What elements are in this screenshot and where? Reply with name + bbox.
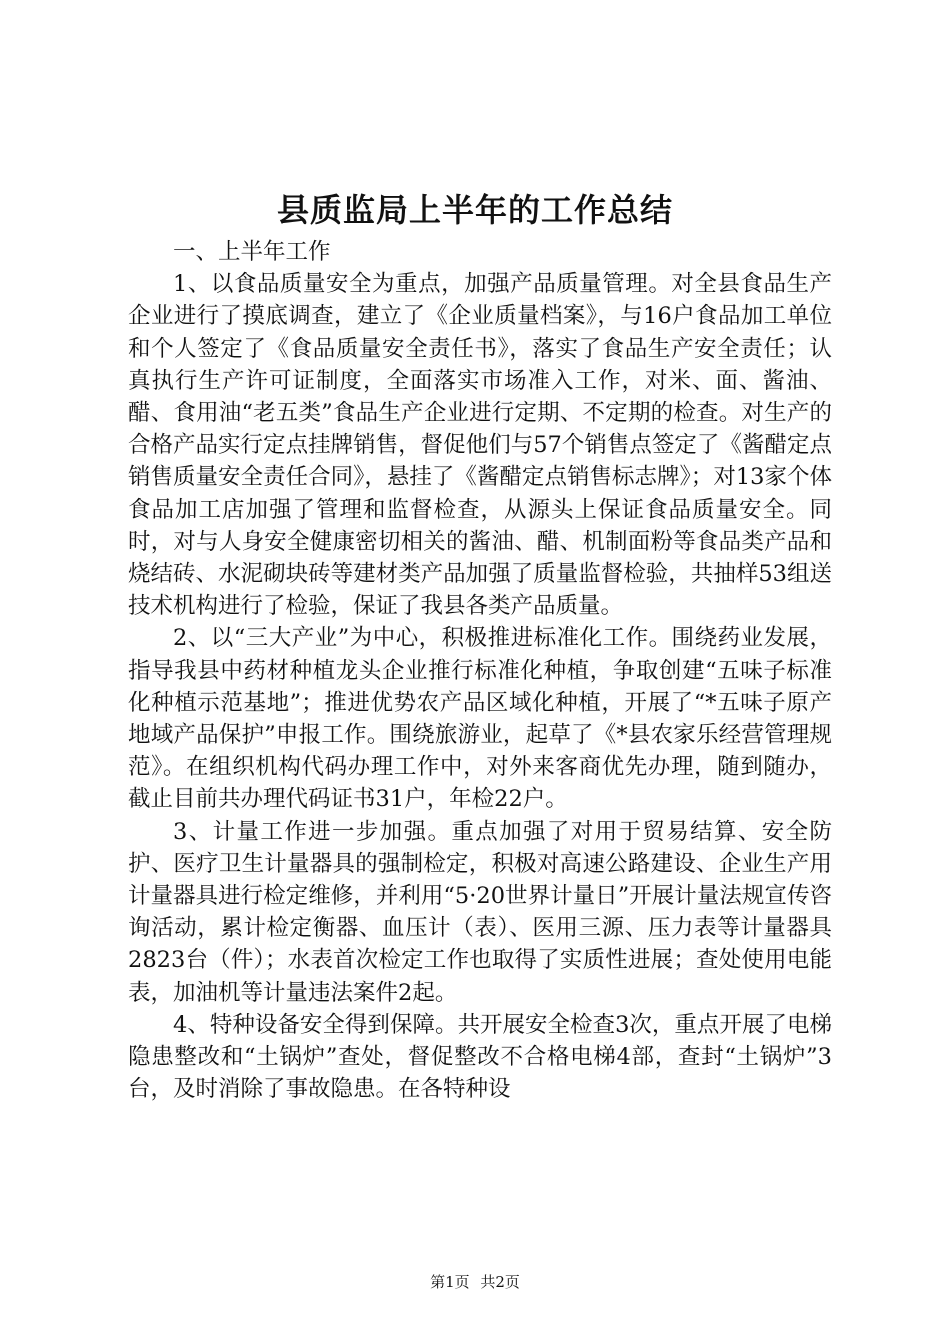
document-title: 县质监局上半年的工作总结 bbox=[276, 191, 673, 229]
paragraph-food-quality: 1、以食品质量安全为重点，加强产品质量管理。对全县食品生产企业进行了摸底调查，建立了《企业质量档案》，与16户食品加工单位和个人签定了《食品质量安全责任书》，落实了食品生产安全责任；认真执行生产许可证制度，全面落实市场准入工作，对米、面、酱油、醋、食用油“老五类”食品生产企业进行定期、不定期的检查。对生产的合格产品实行定点挂牌销售，督促他们与57个销售点签定了《酱醋定点销售质量安全责任合同》，悬挂了《酱醋定点销售标志牌》；对13家个体食品加工店加强了管理和监督检查，从源头上保证食品质量安全。同时，对与人身安全健康密切相关的酱油、醋、机制面粉等食品类产品和烧结砖、水泥砌块砖等建材类产品加强了质量监督检验，共抽样53组送技术机构进行了检验，保证了我县各类产品质量。 bbox=[128, 271, 832, 620]
paragraph-standardization: 2、以“三大产业”为中心，积极推进标准化工作。围绕药业发展，指导我县中药材种植龙头企业推行标准化种植，争取创建“五味子标准化种植示范基地”；推进优势农产品区域化种植，开展了“*五味子原产地域产品保护”申报工作。围绕旅游业，起草了《*县农家乐经营管理规范》。在组织机构代码办理工作中，对外来客商优先办理，随到随办，截止目前共办理代码证书31户，年检22户。 bbox=[128, 625, 832, 813]
document-body bbox=[128, 236, 832, 1105]
page-total: 共2页 bbox=[480, 1273, 520, 1291]
section-heading: 一、上半年工作 bbox=[173, 239, 331, 265]
page-number: 第1页 bbox=[430, 1273, 470, 1291]
page-footer bbox=[0, 1272, 950, 1292]
paragraph-metrology: 3、计量工作进一步加强。重点加强了对用于贸易结算、安全防护、医疗卫生计量器具的强制检定，积极对高速公路建设、企业生产用计量器具进行检定维修，并利用“5·20世界计量日”开展计量法规宣传咨询活动，累计检定衡器、血压计（表）、医用三源、压力表等计量器具2823台（件）；水表首次检定工作也取得了实质性进展；查处使用电能表，加油机等计量违法案件2起。 bbox=[128, 818, 832, 1006]
paragraph-special-equipment: 4、特种设备安全得到保障。共开展安全检查3次，重点开展了电梯隐患整改和“土锅炉”查处，督促整改不合格电梯4部，查封“土锅炉”3台，及时消除了事故隐患。在各特种设 bbox=[128, 1011, 832, 1103]
